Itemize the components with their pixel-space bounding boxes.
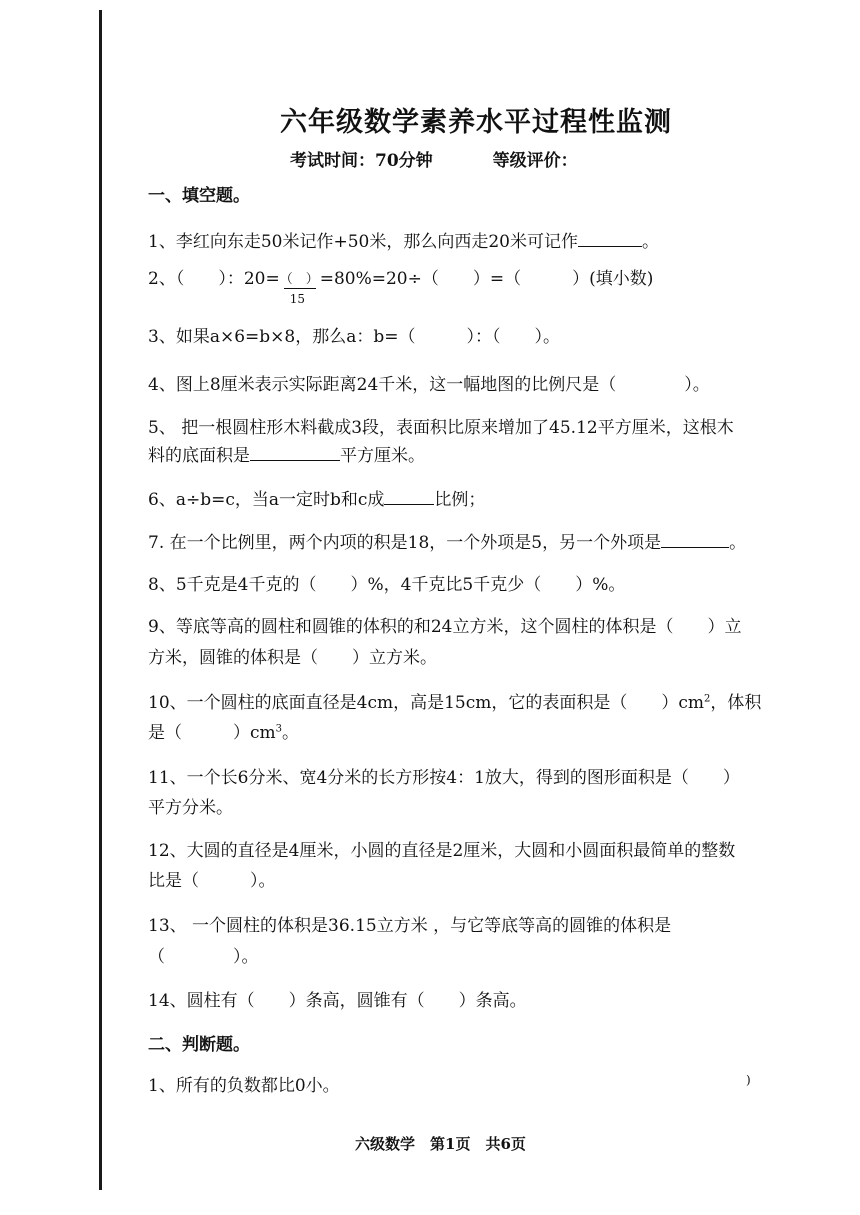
question-10-line-1: 10、一个圆柱的底面直径是4cm，高是15cm，它的表面积是（ ）$cm^2$，体积 [148,693,762,713]
question-6: 6、a÷b=c，当a一定时b和c成 比例； [148,490,486,510]
question-13-line-1: 13、 一个圆柱的体积是36.15立方米 ，与它等底等高的圆锥的体积是 [148,916,672,936]
question-12-line-1: 12、大圆的直径是4厘米，小圆的直径是2厘米，大圆和小圆面积最简单的整数 [148,841,736,861]
answer-mark: ) [746,1073,751,1087]
grade-eval: 等级评价： [492,151,578,171]
question-3: 3、如果a×6=b×8，那么a：b=（ ）：（ ）。 [148,327,560,347]
answer-blank[interactable] [250,446,340,461]
question-9-line-2: 方米，圆锥的体积是（ ）立方米。 [148,648,437,668]
question-7: 7. 在一个比例里，两个内项的积是18，一个外项是5，另一个外项是 。 [148,533,747,553]
question-1: 1、李红向东走50米记作+50米，那么向西走20米可记作 。 [148,232,659,252]
section-fill-blank: 一、填空题。 [148,186,250,206]
exam-info [290,146,578,171]
question-4: 4、图上8厘米表示实际距离24千米，这一幅地图的比例尺是（ ）。 [148,375,710,395]
question-2: 2、（ ）：20= $\frac{( )}{15}$ =80%=20÷（ ）=（ ）(填小数) [148,264,653,289]
question-11-line-2: 平方分米。 [148,798,233,818]
page-title: 六年级数学素养水平过程性监测 [280,107,672,138]
page-footer: 六级数学 第1页 共6页 [355,1135,526,1153]
question-12-line-2: 比是（ ）。 [148,871,276,891]
exam-time: 考试时间：70分钟 [290,151,433,171]
answer-blank[interactable] [661,533,729,548]
judge-question-1: 1、所有的负数都比0小。 [148,1076,340,1096]
fraction: $\frac{( )}{15}$ [279,272,319,306]
question-5-line-1: 5、 把一根圆柱形木料截成3段，表面积比原来增加了45.12平方厘米，这根木 [148,418,734,438]
question-10-line-2: 是（ ）$cm^3$。 [148,723,300,743]
question-8: 8、5千克是4千克的（ ）%，4千克比5千克少（ ）%。 [148,575,626,595]
section-true-false: 二、判断题。 [148,1035,250,1055]
question-11-line-1: 11、一个长6分米、宽4分米的长方形按4：1放大，得到的图形面积是（ ） [148,768,740,788]
answer-blank[interactable] [384,490,434,505]
answer-blank[interactable] [578,232,642,247]
question-14: 14、圆柱有（ ）条高，圆锥有（ ）条高。 [148,991,527,1011]
question-13-line-2: （ ）。 [148,947,259,967]
margin-rule [99,10,102,1190]
question-5-line-2: 料的底面积是 平方厘米。 [148,446,425,466]
question-9-line-1: 9、等底等高的圆柱和圆锥的体积的和24立方米，这个圆柱的体积是（ ）立 [148,617,742,637]
